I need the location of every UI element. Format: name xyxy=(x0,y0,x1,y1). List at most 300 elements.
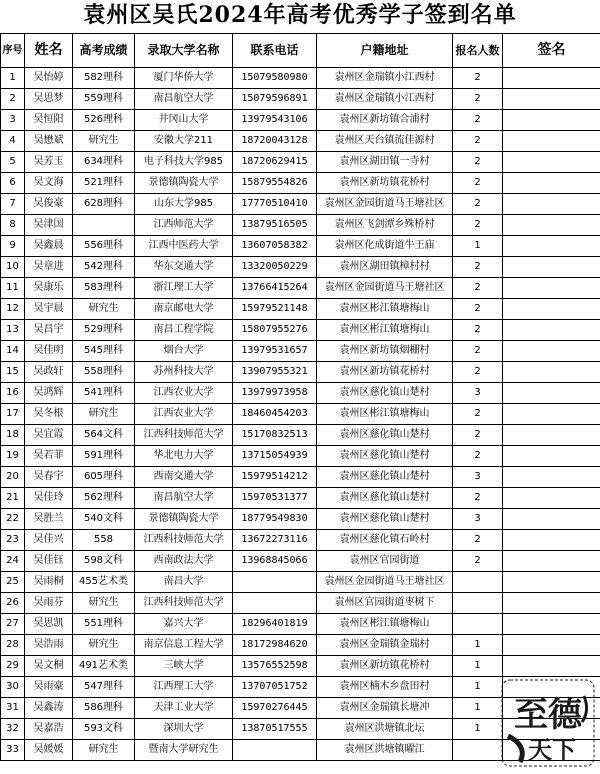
signature-cell[interactable] xyxy=(503,383,600,404)
exam-score: 547理科 xyxy=(73,677,135,698)
student-name: 吴思梦 xyxy=(25,89,73,110)
table-row xyxy=(1,530,600,551)
student-name: 吴浩雨 xyxy=(25,635,73,656)
table-row xyxy=(1,404,600,425)
household-address: 袁州区彬江镇塘梅山 xyxy=(317,614,453,635)
registered-count: 3 xyxy=(453,467,503,488)
table-row xyxy=(1,635,600,656)
student-name: 吴鑫涛 xyxy=(25,698,73,719)
header-signature: 签名 xyxy=(503,34,600,68)
table-row xyxy=(1,656,600,677)
student-name: 吴怡婷 xyxy=(25,68,73,89)
household-address: 袁州区化成街道牛王庙 xyxy=(317,236,453,257)
contact-phone: 17770510410 xyxy=(233,194,317,215)
exam-score: 526理科 xyxy=(73,110,135,131)
student-name: 吴雨芬 xyxy=(25,593,73,614)
household-address: 袁州区新坊镇烟棚村 xyxy=(317,341,453,362)
student-name: 吴政轩 xyxy=(25,362,73,383)
row-number: 9 xyxy=(1,236,25,257)
admitted-university: 苏州科技大学 xyxy=(135,362,233,383)
signature-cell[interactable] xyxy=(503,362,600,383)
admitted-university: 厦门华侨大学 xyxy=(135,68,233,89)
exam-score: 研究生 xyxy=(73,593,135,614)
admitted-university: 江西农业大学 xyxy=(135,404,233,425)
row-number: 7 xyxy=(1,194,25,215)
household-address: 袁州区金瑞镇小江西村 xyxy=(317,89,453,110)
exam-score: 551理科 xyxy=(73,614,135,635)
row-number: 1 xyxy=(1,68,25,89)
registered-count: 2 xyxy=(453,194,503,215)
signature-cell[interactable] xyxy=(503,152,600,173)
header-row xyxy=(1,34,600,68)
table-row xyxy=(1,425,600,446)
admitted-university: 西南政法大学 xyxy=(135,551,233,572)
registered-count: 2 xyxy=(453,299,503,320)
admitted-university: 浙江理工大学 xyxy=(135,278,233,299)
exam-score: 研究生 xyxy=(73,131,135,152)
signature-cell[interactable] xyxy=(503,341,600,362)
registered-count: 2 xyxy=(453,68,503,89)
registered-count xyxy=(453,572,503,593)
registered-count: 1 xyxy=(453,719,503,740)
registered-count: 3 xyxy=(453,383,503,404)
exam-score: 598文科 xyxy=(73,551,135,572)
student-name: 吴春宇 xyxy=(25,467,73,488)
row-number: 14 xyxy=(1,341,25,362)
student-name: 吴昌宇 xyxy=(25,320,73,341)
row-number: 3 xyxy=(1,110,25,131)
contact-phone: 13879516505 xyxy=(233,215,317,236)
signature-cell[interactable] xyxy=(503,173,600,194)
registered-count: 1 xyxy=(453,236,503,257)
row-number: 32 xyxy=(1,719,25,740)
student-name: 吴佳钰 xyxy=(25,551,73,572)
exam-score: 586理科 xyxy=(73,698,135,719)
contact-phone: 15079596891 xyxy=(233,89,317,110)
household-address: 袁州区慈化镇山楚村 xyxy=(317,488,453,509)
exam-score: 558 xyxy=(73,530,135,551)
row-number: 20 xyxy=(1,467,25,488)
row-number: 25 xyxy=(1,572,25,593)
exam-score: 529理科 xyxy=(73,320,135,341)
household-address: 袁州区金园街道马王塘社区 xyxy=(317,572,453,593)
contact-phone: 13715054939 xyxy=(233,446,317,467)
contact-phone: 13870517555 xyxy=(233,719,317,740)
admitted-university: 烟台大学 xyxy=(135,341,233,362)
registered-count: 2 xyxy=(453,152,503,173)
admitted-university: 南昌工程学院 xyxy=(135,320,233,341)
exam-score: 556理科 xyxy=(73,236,135,257)
signature-cell[interactable] xyxy=(503,278,600,299)
student-name: 吴雨豪 xyxy=(25,677,73,698)
row-number: 26 xyxy=(1,593,25,614)
signature-cell[interactable] xyxy=(503,131,600,152)
contact-phone: 13707051752 xyxy=(233,677,317,698)
registered-count: 3 xyxy=(453,509,503,530)
row-number: 5 xyxy=(1,152,25,173)
row-number: 33 xyxy=(1,740,25,761)
student-name: 吴鸿辉 xyxy=(25,383,73,404)
table-row xyxy=(1,194,600,215)
contact-phone: 15979521148 xyxy=(233,299,317,320)
admitted-university: 井冈山大学 xyxy=(135,110,233,131)
contact-phone: 15079580980 xyxy=(233,68,317,89)
signature-cell[interactable] xyxy=(503,68,600,89)
contact-phone: 13320050229 xyxy=(233,257,317,278)
exam-score: 605理科 xyxy=(73,467,135,488)
table-row xyxy=(1,320,600,341)
row-number: 18 xyxy=(1,425,25,446)
row-number: 27 xyxy=(1,614,25,635)
table-row xyxy=(1,614,600,635)
table-row xyxy=(1,383,600,404)
signature-cell[interactable] xyxy=(503,572,600,593)
exam-score xyxy=(73,215,135,236)
admitted-university: 江西科技师范大学 xyxy=(135,530,233,551)
student-name: 吴章进 xyxy=(25,257,73,278)
admitted-university: 山东大学985 xyxy=(135,194,233,215)
contact-phone: 15807955276 xyxy=(233,320,317,341)
household-address: 袁州区金园街道马王塘社区 xyxy=(317,194,453,215)
contact-phone: 18720629415 xyxy=(233,152,317,173)
contact-phone: 18460454203 xyxy=(233,404,317,425)
household-address: 袁州区新坊镇花桥村 xyxy=(317,656,453,677)
row-number: 6 xyxy=(1,173,25,194)
contact-phone xyxy=(233,572,317,593)
student-name: 吴若菲 xyxy=(25,446,73,467)
header-no: 序号 xyxy=(1,34,25,68)
household-address: 袁州区湖田镇一寺村 xyxy=(317,152,453,173)
student-name: 吴津国 xyxy=(25,215,73,236)
admitted-university: 安徽大学211 xyxy=(135,131,233,152)
registered-count: 2 xyxy=(453,110,503,131)
row-number: 4 xyxy=(1,131,25,152)
exam-score: 591理科 xyxy=(73,446,135,467)
contact-phone: 18172984620 xyxy=(233,635,317,656)
admitted-university: 天津工业大学 xyxy=(135,698,233,719)
admitted-university: 江西农业大学 xyxy=(135,383,233,404)
row-number: 12 xyxy=(1,299,25,320)
contact-phone: 13576552598 xyxy=(233,656,317,677)
exam-score: 583理科 xyxy=(73,278,135,299)
admitted-university: 南昌航空大学 xyxy=(135,89,233,110)
row-number: 24 xyxy=(1,551,25,572)
contact-phone: 18720043128 xyxy=(233,131,317,152)
signature-cell[interactable] xyxy=(503,89,600,110)
student-name: 吴媛媛 xyxy=(25,740,73,761)
student-name: 吴文桐 xyxy=(25,656,73,677)
table-row xyxy=(1,236,600,257)
table-row xyxy=(1,593,600,614)
exam-score: 542理科 xyxy=(73,257,135,278)
admitted-university: 深圳大学 xyxy=(135,719,233,740)
registered-count: 2 xyxy=(453,551,503,572)
registered-count: 2 xyxy=(453,278,503,299)
exam-score: 研究生 xyxy=(73,740,135,761)
exam-score: 559理科 xyxy=(73,89,135,110)
household-address: 袁州区官园街道枣树下 xyxy=(317,593,453,614)
admitted-university: 电子科技大学985 xyxy=(135,152,233,173)
exam-score: 593文科 xyxy=(73,719,135,740)
student-name: 吴恒阳 xyxy=(25,110,73,131)
row-number: 21 xyxy=(1,488,25,509)
admitted-university: 华北电力大学 xyxy=(135,446,233,467)
registered-count: 2 xyxy=(453,341,503,362)
admitted-university: 江西科技师范大学 xyxy=(135,593,233,614)
exam-score: 628理科 xyxy=(73,194,135,215)
row-number: 17 xyxy=(1,404,25,425)
student-name: 吴雨桐 xyxy=(25,572,73,593)
table-row xyxy=(1,278,600,299)
table-row xyxy=(1,341,600,362)
household-address: 袁州区慈化镇山楚村 xyxy=(317,467,453,488)
household-address: 袁州区慈化镇山楚村 xyxy=(317,446,453,467)
signature-cell[interactable] xyxy=(503,425,600,446)
student-name: 吴佳兴 xyxy=(25,530,73,551)
registered-count: 2 xyxy=(453,404,503,425)
contact-phone: 13979973958 xyxy=(233,383,317,404)
row-number: 8 xyxy=(1,215,25,236)
registered-count: 2 xyxy=(453,425,503,446)
contact-phone: 13979543106 xyxy=(233,110,317,131)
signature-cell[interactable] xyxy=(503,404,600,425)
household-address: 袁州区楠木乡盘田村 xyxy=(317,677,453,698)
table-row xyxy=(1,509,600,530)
signature-cell[interactable] xyxy=(503,530,600,551)
admitted-university: 南京信息工程大学 xyxy=(135,635,233,656)
page-title: 袁州区吴氏2024年高考优秀学子签到名单 xyxy=(83,2,517,28)
contact-phone: 15879554826 xyxy=(233,173,317,194)
signature-cell[interactable] xyxy=(503,110,600,131)
header-score: 高考成绩 xyxy=(73,34,135,68)
signature-cell[interactable] xyxy=(503,509,600,530)
household-address: 袁州区金瑞镇长塘冲 xyxy=(317,698,453,719)
signature-cell[interactable] xyxy=(503,215,600,236)
row-number: 28 xyxy=(1,635,25,656)
exam-score: 558理科 xyxy=(73,362,135,383)
signature-cell[interactable] xyxy=(503,194,600,215)
contact-phone: 15970531377 xyxy=(233,488,317,509)
row-number: 10 xyxy=(1,257,25,278)
row-number: 22 xyxy=(1,509,25,530)
signature-cell[interactable] xyxy=(503,551,600,572)
contact-phone: 13968845066 xyxy=(233,551,317,572)
contact-phone: 13607058382 xyxy=(233,236,317,257)
student-name: 吴宇晨 xyxy=(25,299,73,320)
household-address: 袁州区彬江镇塘梅山 xyxy=(317,299,453,320)
contact-phone: 18296401819 xyxy=(233,614,317,635)
admitted-university: 西南交通大学 xyxy=(135,467,233,488)
contact-phone: 13766415264 xyxy=(233,278,317,299)
student-name: 吴佳明 xyxy=(25,341,73,362)
svg-text:天下: 天下 xyxy=(528,735,576,764)
student-name: 吴懋斌 xyxy=(25,131,73,152)
header-name: 姓名 xyxy=(25,34,73,68)
exam-score: 562理科 xyxy=(73,488,135,509)
table-row xyxy=(1,89,600,110)
household-address: 袁州区洪塘镇北坛 xyxy=(317,719,453,740)
exam-score: 521理科 xyxy=(73,173,135,194)
contact-phone xyxy=(233,593,317,614)
exam-score: 研究生 xyxy=(73,404,135,425)
registered-count: 2 xyxy=(453,89,503,110)
registered-count: 2 xyxy=(453,446,503,467)
table-row xyxy=(1,488,600,509)
household-address: 袁州区新坊镇合浦村 xyxy=(317,110,453,131)
contact-phone: 13907955321 xyxy=(233,362,317,383)
registered-count: 1 xyxy=(453,635,503,656)
exam-score: 455艺术类 xyxy=(73,572,135,593)
signature-cell[interactable] xyxy=(503,467,600,488)
contact-phone: 15970276445 xyxy=(233,698,317,719)
admitted-university: 南昌大学 xyxy=(135,572,233,593)
registered-count: 2 xyxy=(453,362,503,383)
header-count: 报名人数 xyxy=(453,34,503,68)
registered-count: 2 xyxy=(453,320,503,341)
table-row xyxy=(1,131,600,152)
household-address: 袁州区慈化镇山楚村 xyxy=(317,509,453,530)
row-number: 23 xyxy=(1,530,25,551)
admitted-university: 江西理工大学 xyxy=(135,677,233,698)
signature-cell[interactable] xyxy=(503,320,600,341)
row-number: 13 xyxy=(1,320,25,341)
signature-cell[interactable] xyxy=(503,446,600,467)
signature-cell[interactable] xyxy=(503,257,600,278)
signature-cell[interactable] xyxy=(503,635,600,656)
household-address: 袁州区彬江镇塘梅山 xyxy=(317,404,453,425)
registered-count: 2 xyxy=(453,131,503,152)
signature-cell[interactable] xyxy=(503,488,600,509)
contact-phone: 18779549830 xyxy=(233,509,317,530)
admitted-university: 江西师范大学 xyxy=(135,215,233,236)
household-address: 袁州区彬江镇塘梅山 xyxy=(317,320,453,341)
table-row xyxy=(1,299,600,320)
header-address: 户籍地址 xyxy=(317,34,453,68)
registered-count: 1 xyxy=(453,698,503,719)
zhide-tianxia-seal-logo xyxy=(498,676,598,770)
student-name: 吴鑫晨 xyxy=(25,236,73,257)
svg-text:至德: 至德 xyxy=(514,695,582,735)
admitted-university: 华东交通大学 xyxy=(135,257,233,278)
signin-table xyxy=(0,33,600,761)
table-row xyxy=(1,152,600,173)
admitted-university: 江西中医药大学 xyxy=(135,236,233,257)
table-row xyxy=(1,215,600,236)
registered-count: 2 xyxy=(453,488,503,509)
registered-count xyxy=(453,614,503,635)
admitted-university: 南京邮电大学 xyxy=(135,299,233,320)
household-address: 袁州区慈化镇石岭村 xyxy=(317,530,453,551)
student-name: 吴佳玲 xyxy=(25,488,73,509)
table-row xyxy=(1,173,600,194)
header-university: 录取大学名称 xyxy=(135,34,233,68)
row-number: 29 xyxy=(1,656,25,677)
row-number: 31 xyxy=(1,698,25,719)
header-phone: 联系电话 xyxy=(233,34,317,68)
exam-score: 研究生 xyxy=(73,299,135,320)
table-row xyxy=(1,110,600,131)
table-row xyxy=(1,362,600,383)
student-name: 吴俊豪 xyxy=(25,194,73,215)
table-row xyxy=(1,446,600,467)
exam-score: 研究生 xyxy=(73,635,135,656)
table-row xyxy=(1,68,600,89)
row-number: 15 xyxy=(1,362,25,383)
admitted-university: 嘉兴大学 xyxy=(135,614,233,635)
registered-count: 1 xyxy=(453,677,503,698)
table-row xyxy=(1,551,600,572)
household-address: 袁州区金瑞镇金瑞村 xyxy=(317,635,453,656)
contact-phone xyxy=(233,740,317,761)
admitted-university: 南昌航空大学 xyxy=(135,488,233,509)
row-number: 16 xyxy=(1,383,25,404)
exam-score: 541理科 xyxy=(73,383,135,404)
admitted-university: 景德镇陶瓷大学 xyxy=(135,509,233,530)
household-address: 袁州区飞剑潭乡殊桥村 xyxy=(317,215,453,236)
household-address: 袁州区金瑞镇小江西村 xyxy=(317,68,453,89)
household-address: 袁州区天台镇流佳源村 xyxy=(317,131,453,152)
registered-count xyxy=(453,740,503,761)
signature-cell[interactable] xyxy=(503,236,600,257)
household-address: 袁州区慈化镇山楚村 xyxy=(317,425,453,446)
row-number: 19 xyxy=(1,446,25,467)
household-address: 袁州区湖田镇樟村村 xyxy=(317,257,453,278)
student-name: 吴冬根 xyxy=(25,404,73,425)
exam-score: 540文科 xyxy=(73,509,135,530)
student-name: 吴康乐 xyxy=(25,278,73,299)
registered-count xyxy=(453,593,503,614)
admitted-university: 暨南大学研究生 xyxy=(135,740,233,761)
admitted-university: 三峡大学 xyxy=(135,656,233,677)
table-row xyxy=(1,257,600,278)
admitted-university: 景德镇陶瓷大学 xyxy=(135,173,233,194)
student-name: 吴文海 xyxy=(25,173,73,194)
exam-score: 634理科 xyxy=(73,152,135,173)
table-row xyxy=(1,572,600,593)
household-address: 袁州区洪塘镇曜江 xyxy=(317,740,453,761)
table-body xyxy=(1,68,600,761)
row-number: 11 xyxy=(1,278,25,299)
table-row xyxy=(1,467,600,488)
registered-count: 2 xyxy=(453,173,503,194)
signature-cell[interactable] xyxy=(503,656,600,677)
student-name: 吴思凯 xyxy=(25,614,73,635)
exam-score: 582理科 xyxy=(73,68,135,89)
row-number: 2 xyxy=(1,89,25,110)
contact-phone: 13672273116 xyxy=(233,530,317,551)
student-name: 吴芳玉 xyxy=(25,152,73,173)
contact-phone: 15979514212 xyxy=(233,467,317,488)
signature-cell[interactable] xyxy=(503,593,600,614)
registered-count: 2 xyxy=(453,215,503,236)
exam-score: 545理科 xyxy=(73,341,135,362)
contact-phone: 15170832513 xyxy=(233,425,317,446)
registered-count: 2 xyxy=(453,530,503,551)
household-address: 袁州区金园街道马王塘社区 xyxy=(317,278,453,299)
student-name: 吴宜霞 xyxy=(25,425,73,446)
registered-count: 1 xyxy=(453,656,503,677)
household-address: 袁州区新坊镇花桥村 xyxy=(317,362,453,383)
row-number: 30 xyxy=(1,677,25,698)
student-name: 吴嘉浩 xyxy=(25,719,73,740)
household-address: 袁州区慈化镇山楚村 xyxy=(317,383,453,404)
registered-count: 2 xyxy=(453,257,503,278)
exam-score: 564文科 xyxy=(73,425,135,446)
student-name: 吴胜兰 xyxy=(25,509,73,530)
signature-cell[interactable] xyxy=(503,614,600,635)
signature-cell[interactable] xyxy=(503,299,600,320)
household-address: 袁州区官园街道 xyxy=(317,551,453,572)
